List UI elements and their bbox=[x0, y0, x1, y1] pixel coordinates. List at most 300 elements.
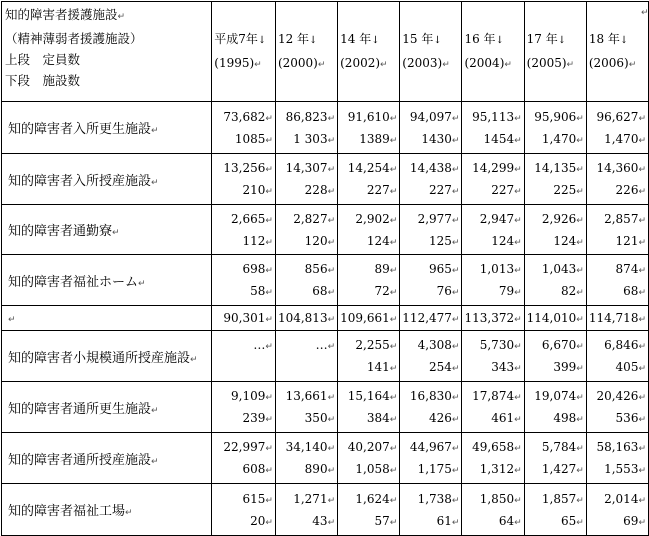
facility-count-value bbox=[464, 407, 521, 429]
cell-end-mark: ↵ bbox=[254, 59, 262, 70]
value-cell bbox=[212, 382, 276, 433]
cell-end-mark: ↵ bbox=[451, 466, 460, 476]
cell-end-mark: ↵ bbox=[389, 364, 398, 374]
cell-end-mark: ↵ bbox=[327, 266, 336, 276]
capacity-text: 874 bbox=[615, 262, 639, 276]
year-text: 14 年 bbox=[340, 31, 372, 46]
capacity-value bbox=[214, 106, 273, 128]
cell-end-mark: ↵ bbox=[566, 59, 575, 70]
facility-count-text: 120 bbox=[304, 233, 328, 248]
facility-count-value bbox=[464, 280, 521, 302]
cell-end-mark: ↵ bbox=[451, 364, 460, 374]
capacity-text: 95,113 bbox=[472, 109, 515, 124]
capacity-text: 112,477 bbox=[402, 311, 452, 325]
cell-end-mark: ↵ bbox=[514, 187, 522, 197]
capacity-value bbox=[214, 385, 273, 407]
capacity-value bbox=[340, 385, 397, 407]
value-cell bbox=[524, 255, 586, 306]
capacity-text: … bbox=[253, 338, 266, 352]
facility-count-text: 124 bbox=[491, 233, 515, 248]
cell-end-mark: ↵ bbox=[327, 113, 336, 124]
capacity-text: 73,682 bbox=[223, 109, 266, 124]
capacity-text: 9,109 bbox=[231, 389, 266, 403]
cell-end-mark: ↵ bbox=[389, 415, 398, 425]
facility-count-text: 1389 bbox=[359, 131, 390, 146]
cell-end-mark: ↵ bbox=[576, 364, 584, 374]
facility-count-value bbox=[278, 510, 335, 532]
capacity-value bbox=[402, 385, 459, 407]
facility-count-value bbox=[340, 128, 397, 150]
cell-end-mark: ↵ bbox=[451, 517, 460, 528]
facility-count-text: 58 bbox=[250, 284, 266, 298]
cell-end-mark: ↵ bbox=[576, 517, 584, 528]
year-sub-text: (2003) bbox=[402, 55, 443, 70]
cell-end-mark: ↵ bbox=[265, 288, 273, 298]
cell-end-mark: ↵ bbox=[576, 187, 584, 197]
facility-row bbox=[2, 382, 649, 433]
capacity-text: 114,718 bbox=[588, 311, 639, 325]
value-cell bbox=[586, 382, 648, 433]
value-cell bbox=[400, 382, 462, 433]
cell-end-mark: ↵ bbox=[514, 517, 522, 528]
capacity-text: 965 bbox=[429, 262, 452, 276]
value-cell bbox=[212, 433, 276, 484]
cell-end-mark: ↵ bbox=[514, 364, 522, 374]
facility-row bbox=[2, 154, 649, 205]
facility-count-value bbox=[340, 356, 397, 378]
capacity-text: 40,207 bbox=[347, 440, 390, 454]
capacity-value bbox=[527, 334, 584, 356]
value-cell bbox=[400, 306, 462, 331]
capacity-text: 2,926 bbox=[541, 211, 577, 226]
corner-line-4: 下段 施設数 bbox=[5, 73, 81, 88]
cell-end-mark: ↵ bbox=[514, 342, 522, 352]
value-cell bbox=[462, 154, 524, 205]
value-cell bbox=[524, 306, 586, 331]
year-text: 15 年 bbox=[402, 31, 434, 46]
facility-name: 知的障害者通所更生施設 bbox=[8, 401, 152, 417]
facility-count-value bbox=[214, 128, 273, 150]
capacity-text: 2,947 bbox=[479, 211, 515, 226]
cell-end-mark: ↵ bbox=[576, 342, 584, 352]
facility-count-value bbox=[527, 230, 584, 252]
facility-count-value bbox=[589, 179, 646, 201]
facility-count-text: 608 bbox=[242, 462, 266, 476]
capacity-value bbox=[214, 307, 273, 329]
capacity-text: 104,813 bbox=[277, 311, 328, 325]
facility-count-value bbox=[527, 179, 584, 201]
capacity-text: 14,438 bbox=[409, 161, 452, 175]
cell-end-mark: ↵ bbox=[638, 466, 646, 476]
value-cell bbox=[275, 382, 337, 433]
cell-end-mark: ↵ bbox=[576, 237, 584, 248]
cell-end-mark: ↵ bbox=[638, 517, 646, 528]
facility-count-value bbox=[214, 280, 273, 302]
facility-row bbox=[2, 433, 649, 484]
value-cell bbox=[338, 154, 400, 205]
capacity-value bbox=[278, 307, 335, 329]
facility-count-value bbox=[214, 458, 273, 480]
capacity-text: 5,730 bbox=[479, 338, 515, 352]
value-cell bbox=[586, 255, 648, 306]
facility-count-text: 498 bbox=[553, 411, 577, 425]
facility-name-cell bbox=[2, 331, 212, 382]
facility-count-text: 112 bbox=[242, 233, 266, 248]
facility-count-value bbox=[214, 230, 273, 252]
cell-end-mark: ↵ bbox=[389, 237, 398, 248]
capacity-text: 2,857 bbox=[604, 211, 639, 226]
cell-end-mark: ↵ bbox=[8, 314, 16, 325]
cell-end-mark: ↵ bbox=[389, 165, 398, 175]
cell-end-mark: ↵ bbox=[576, 466, 584, 476]
cell-end-mark: ↵ bbox=[151, 126, 159, 136]
capacity-text: 86,823 bbox=[285, 109, 328, 124]
capacity-value bbox=[527, 157, 584, 179]
facility-count-text: 426 bbox=[429, 411, 452, 425]
line-break-mark: ↓ bbox=[257, 34, 267, 46]
cell-end-mark: ↵ bbox=[389, 393, 398, 403]
facility-count-value bbox=[278, 407, 335, 429]
facility-count-text: 225 bbox=[553, 183, 577, 197]
year-label bbox=[340, 28, 397, 52]
capacity-value bbox=[402, 436, 459, 458]
capacity-value bbox=[464, 488, 521, 510]
year-subtitle bbox=[278, 52, 335, 76]
capacity-value bbox=[464, 208, 521, 230]
value-cell bbox=[586, 205, 648, 255]
value-cell bbox=[400, 255, 462, 306]
cell-end-mark: ↵ bbox=[327, 444, 336, 454]
capacity-text: 16,830 bbox=[409, 389, 452, 403]
capacity-value bbox=[214, 436, 273, 458]
cell-end-mark: ↵ bbox=[638, 364, 646, 374]
cell-end-mark: ↵ bbox=[265, 444, 273, 454]
cell-end-mark: ↵ bbox=[327, 342, 336, 352]
line-break-mark: ↓ bbox=[495, 34, 504, 46]
cell-end-mark: ↵ bbox=[151, 177, 159, 188]
value-cell bbox=[212, 154, 276, 205]
value-cell bbox=[338, 331, 400, 382]
capacity-value bbox=[214, 258, 273, 280]
value-cell bbox=[462, 331, 524, 382]
cell-end-mark: ↵ bbox=[265, 215, 273, 226]
cell-end-mark: ↵ bbox=[389, 215, 398, 226]
cell-end-mark: ↵ bbox=[638, 315, 646, 325]
facility-count-value bbox=[278, 128, 335, 150]
capacity-text: … bbox=[315, 338, 328, 352]
facility-count-text: 227 bbox=[491, 183, 515, 197]
capacity-text: 95,906 bbox=[534, 109, 577, 124]
cell-end-mark: ↵ bbox=[638, 215, 646, 226]
facility-count-value bbox=[527, 510, 584, 532]
value-cell bbox=[275, 154, 337, 205]
facility-count-value bbox=[527, 280, 584, 302]
facility-count-text: 141 bbox=[366, 360, 390, 374]
value-cell bbox=[586, 154, 648, 205]
value-cell bbox=[462, 484, 524, 536]
facility-count-text: 43 bbox=[312, 513, 328, 528]
cell-end-mark: ↵ bbox=[451, 165, 460, 175]
cell-end-mark: ↵ bbox=[514, 415, 522, 425]
capacity-value bbox=[402, 307, 459, 329]
cell-end-mark: ↵ bbox=[514, 215, 522, 226]
cell-end-mark: ↵ bbox=[442, 59, 450, 70]
capacity-value bbox=[402, 258, 459, 280]
cell-end-mark: ↵ bbox=[389, 135, 398, 146]
facility-count-text: 1,175 bbox=[417, 462, 452, 476]
cell-end-mark: ↵ bbox=[327, 288, 336, 298]
facility-count-value bbox=[527, 407, 584, 429]
value-cell bbox=[400, 154, 462, 205]
cell-end-mark: ↵ bbox=[327, 187, 336, 197]
facility-count-text: 82 bbox=[560, 284, 577, 298]
capacity-text: 114,010 bbox=[526, 311, 577, 325]
year-header-cell bbox=[586, 2, 648, 102]
value-cell bbox=[338, 255, 400, 306]
facility-count-value bbox=[589, 458, 646, 480]
cell-end-mark: ↵ bbox=[265, 135, 273, 146]
cell-end-mark: ↵ bbox=[389, 495, 398, 506]
capacity-text: 14,307 bbox=[285, 161, 328, 175]
facility-count-text: 343 bbox=[491, 360, 515, 374]
value-cell bbox=[338, 306, 400, 331]
facility-count-value bbox=[402, 280, 459, 302]
cell-end-mark: ↵ bbox=[327, 215, 336, 226]
value-cell bbox=[212, 205, 276, 255]
facility-count-value bbox=[214, 356, 273, 378]
cell-end-mark: ↵ bbox=[389, 342, 398, 352]
facility-count-value bbox=[402, 510, 459, 532]
facility-count-text: 79 bbox=[498, 284, 515, 298]
facility-name: 知的障害者福祉ホーム bbox=[8, 274, 139, 290]
facility-name-cell bbox=[2, 484, 212, 536]
cell-end-mark: ↵ bbox=[327, 495, 336, 506]
cell-end-mark: ↵ bbox=[638, 135, 646, 146]
capacity-value bbox=[402, 157, 459, 179]
capacity-value bbox=[527, 258, 584, 280]
year-header-cell bbox=[275, 2, 337, 102]
capacity-value bbox=[278, 488, 335, 510]
facility-count-value bbox=[402, 230, 459, 252]
facility-count-value bbox=[402, 458, 459, 480]
cell-end-mark: ↵ bbox=[576, 215, 584, 226]
year-sub-text: (2006) bbox=[588, 55, 629, 70]
cell-end-mark: ↵ bbox=[451, 342, 460, 352]
capacity-value bbox=[527, 436, 584, 458]
facility-count-value bbox=[464, 510, 521, 532]
year-header-cell bbox=[338, 2, 400, 102]
cell-end-mark: ↵ bbox=[451, 187, 460, 197]
value-cell bbox=[586, 102, 648, 154]
year-header-cell bbox=[212, 2, 276, 102]
total-row bbox=[2, 306, 649, 331]
value-cell bbox=[586, 306, 648, 331]
capacity-value bbox=[278, 258, 335, 280]
cell-end-mark: ↵ bbox=[628, 59, 637, 70]
capacity-value bbox=[340, 258, 397, 280]
capacity-text: 2,665 bbox=[231, 211, 266, 226]
year-sub-text: (2005) bbox=[526, 55, 567, 70]
facility-count-value bbox=[214, 179, 273, 201]
cell-end-mark: ↵ bbox=[265, 315, 273, 325]
facility-count-text: 1,470 bbox=[604, 131, 639, 146]
cell-end-mark: ↵ bbox=[514, 288, 522, 298]
facility-count-text: 68 bbox=[312, 284, 328, 298]
capacity-text: 2,827 bbox=[293, 211, 328, 226]
value-cell bbox=[462, 433, 524, 484]
cell-end-mark: ↵ bbox=[576, 135, 584, 146]
year-label bbox=[589, 28, 646, 52]
facility-name-cell bbox=[2, 205, 212, 255]
capacity-value bbox=[527, 488, 584, 510]
year-label bbox=[402, 28, 459, 52]
cell-end-mark: ↵ bbox=[451, 215, 460, 226]
facility-count-value bbox=[340, 179, 397, 201]
capacity-value bbox=[527, 208, 584, 230]
facility-count-value bbox=[589, 280, 646, 302]
capacity-value bbox=[527, 385, 584, 407]
capacity-text: 90,301 bbox=[223, 311, 266, 325]
value-cell bbox=[275, 102, 337, 154]
facility-count-text: 399 bbox=[553, 360, 577, 374]
cell-end-mark: ↵ bbox=[327, 517, 336, 528]
capacity-text: 13,256 bbox=[223, 161, 266, 175]
cell-end-mark: ↵ bbox=[514, 237, 522, 248]
facility-count-value bbox=[402, 407, 459, 429]
capacity-text: 49,658 bbox=[472, 440, 515, 454]
facility-name-cell bbox=[2, 382, 212, 433]
value-cell bbox=[338, 433, 400, 484]
cell-end-mark: ↵ bbox=[151, 405, 159, 416]
cell-end-mark: ↵ bbox=[514, 266, 522, 276]
facility-count-value bbox=[340, 407, 397, 429]
value-cell bbox=[462, 382, 524, 433]
cell-end-mark: ↵ bbox=[576, 415, 584, 425]
cell-end-mark: ↵ bbox=[451, 135, 460, 146]
facility-count-text: 1,058 bbox=[355, 462, 390, 476]
value-cell bbox=[586, 331, 648, 382]
cell-end-mark: ↵ bbox=[638, 393, 646, 403]
capacity-value bbox=[340, 106, 397, 128]
value-cell bbox=[338, 205, 400, 255]
capacity-value bbox=[589, 488, 646, 510]
capacity-text: 2,977 bbox=[417, 211, 452, 226]
capacity-text: 96,627 bbox=[596, 109, 639, 124]
cell-end-mark: ↵ bbox=[389, 517, 398, 528]
value-cell bbox=[212, 331, 276, 382]
value-cell bbox=[212, 102, 276, 154]
facility-row bbox=[2, 331, 649, 382]
year-sub-text: (2004) bbox=[464, 55, 505, 70]
capacity-text: 44,967 bbox=[409, 440, 452, 454]
capacity-text: 1,043 bbox=[541, 262, 577, 276]
capacity-value bbox=[527, 307, 584, 329]
cell-end-mark: ↵ bbox=[451, 415, 460, 425]
capacity-text: 1,738 bbox=[417, 491, 452, 506]
facility-count-value bbox=[214, 510, 273, 532]
facility-count-text: 121 bbox=[615, 233, 639, 248]
capacity-value bbox=[340, 157, 397, 179]
capacity-text: 1,624 bbox=[355, 491, 390, 506]
facility-count-value bbox=[278, 179, 335, 201]
facility-count-value bbox=[464, 230, 521, 252]
header-row bbox=[2, 2, 649, 102]
cell-end-mark: ↵ bbox=[576, 266, 584, 276]
cell-end-mark: ↵ bbox=[451, 393, 460, 403]
value-cell bbox=[400, 205, 462, 255]
year-text: 12 年 bbox=[277, 31, 310, 46]
year-subtitle bbox=[527, 52, 584, 76]
cell-end-mark: ↵ bbox=[514, 495, 522, 506]
capacity-value bbox=[464, 334, 521, 356]
capacity-text: 2,014 bbox=[604, 491, 639, 506]
capacity-text: 856 bbox=[304, 262, 328, 276]
capacity-text: 13,661 bbox=[285, 389, 328, 403]
capacity-value bbox=[589, 208, 646, 230]
value-cell bbox=[338, 382, 400, 433]
facility-count-text: 20 bbox=[250, 513, 266, 528]
value-cell bbox=[212, 306, 276, 331]
cell-end-mark: ↵ bbox=[389, 266, 398, 276]
capacity-value bbox=[278, 208, 335, 230]
facility-count-text: 228 bbox=[304, 183, 328, 197]
facility-table bbox=[1, 1, 649, 536]
year-sub-text: (2000) bbox=[277, 55, 318, 70]
facility-count-text: 124 bbox=[366, 233, 390, 248]
facility-count-value bbox=[527, 128, 584, 150]
corner-line-3: 上段 定員数 bbox=[5, 52, 81, 67]
capacity-value bbox=[589, 436, 646, 458]
cell-end-mark: ↵ bbox=[327, 237, 336, 248]
cell-end-mark: ↵ bbox=[265, 517, 273, 528]
cell-end-mark: ↵ bbox=[389, 466, 398, 476]
capacity-text: 1,850 bbox=[479, 491, 515, 506]
facility-row bbox=[2, 255, 649, 306]
facility-row bbox=[2, 484, 649, 536]
facility-count-value bbox=[340, 458, 397, 480]
cell-end-mark: ↵ bbox=[327, 415, 336, 425]
capacity-value bbox=[527, 106, 584, 128]
capacity-text: 6,846 bbox=[604, 338, 639, 352]
facility-count-value bbox=[340, 230, 397, 252]
facility-count-value bbox=[589, 128, 646, 150]
facility-count-value bbox=[278, 230, 335, 252]
facility-row bbox=[2, 205, 649, 255]
value-cell bbox=[462, 255, 524, 306]
capacity-text: 109,661 bbox=[340, 311, 390, 325]
capacity-text: 14,360 bbox=[596, 161, 639, 175]
facility-count-value bbox=[464, 356, 521, 378]
capacity-text: 58,163 bbox=[596, 440, 639, 454]
cell-end-mark: ↵ bbox=[265, 165, 273, 175]
capacity-value bbox=[214, 334, 273, 356]
capacity-value bbox=[214, 157, 273, 179]
value-cell bbox=[400, 331, 462, 382]
facility-name-cell bbox=[2, 433, 212, 484]
year-label bbox=[464, 28, 521, 52]
cell-end-mark: ↵ bbox=[451, 113, 460, 124]
cell-end-mark: ↵ bbox=[514, 113, 522, 124]
facility-name-cell bbox=[2, 154, 212, 205]
cell-end-mark: ↵ bbox=[514, 466, 522, 476]
line-break-mark: ↓ bbox=[557, 34, 567, 46]
cell-end-mark: ↵ bbox=[389, 288, 398, 298]
capacity-text: 20,426 bbox=[596, 389, 639, 403]
year-subtitle bbox=[464, 52, 521, 76]
cell-end-mark: ↵ bbox=[514, 315, 522, 325]
capacity-value bbox=[589, 157, 646, 179]
cell-end-mark: ↵ bbox=[265, 113, 273, 124]
